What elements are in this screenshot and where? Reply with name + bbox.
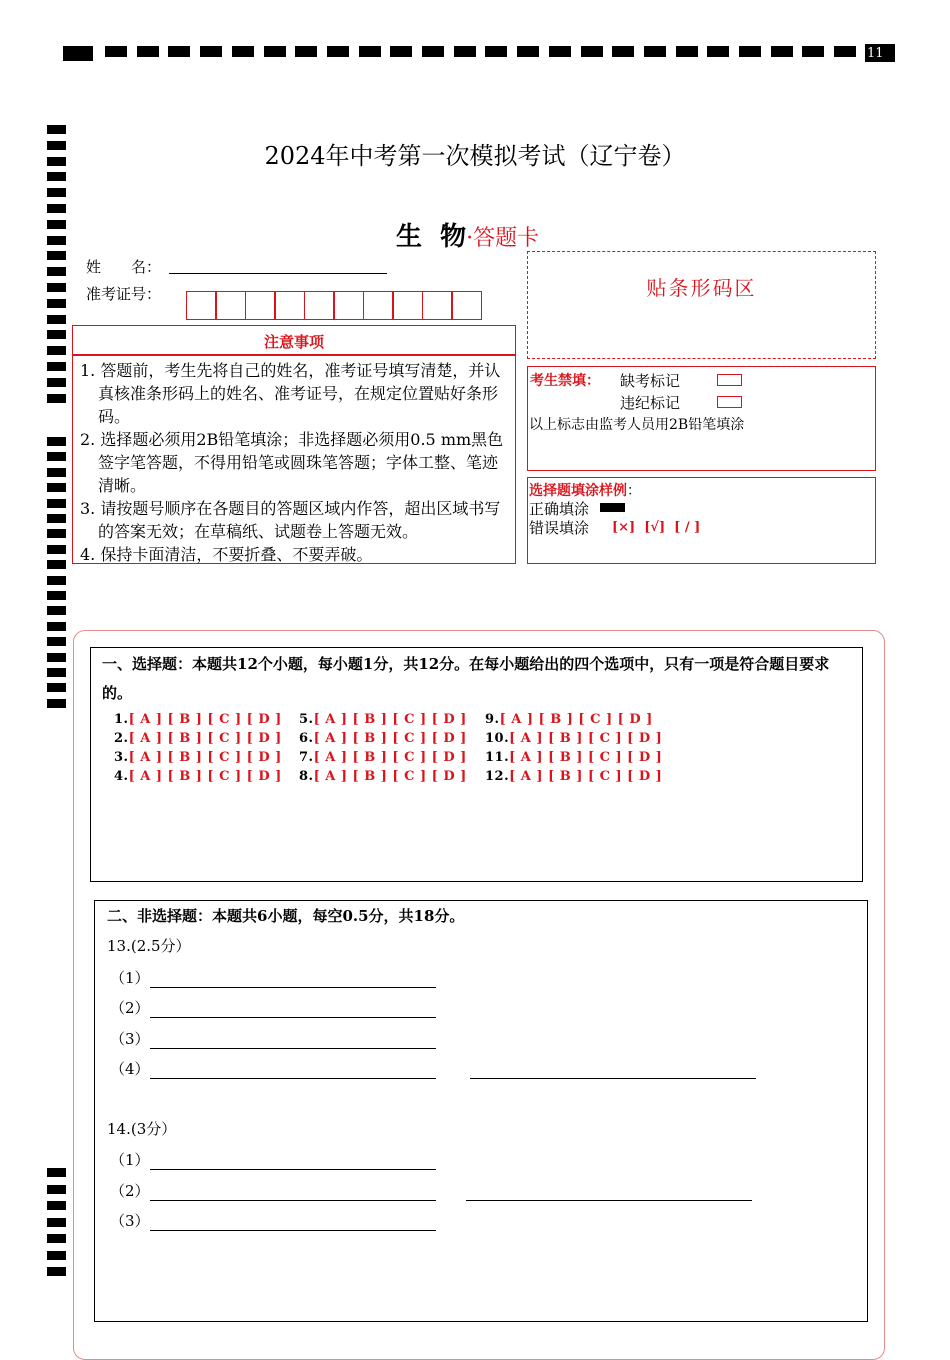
timing-mark xyxy=(137,46,159,57)
q14-label: 14.(3分） xyxy=(107,1120,177,1138)
timing-mark xyxy=(47,606,66,615)
question-number: 9. xyxy=(485,712,500,727)
question-number: 2. xyxy=(114,731,129,746)
timing-mark xyxy=(47,437,66,446)
card-label: ·答题卡 xyxy=(466,226,540,251)
choice-options[interactable]: [ A ] [ B ] [ C ] [ D ] xyxy=(313,731,467,746)
q14-answer-2[interactable] xyxy=(110,1180,752,1201)
section1-title: 一、选择题：本题共12个小题，每小题1分，共12分。在每小题给出的四个选项中，只有一项是符合题目要求的。 xyxy=(102,655,830,702)
q14-answer-3[interactable] xyxy=(110,1210,436,1231)
q13-answer-3[interactable] xyxy=(110,1028,436,1049)
notice-item-1: 1. 答题前，考生先将自己的姓名，准考证号填写清楚，并认真核准条形码上的姓名、准考证号，在规定位置贴好条形码。 xyxy=(80,361,501,426)
timing-mark xyxy=(47,545,66,554)
absent-mark-box[interactable] xyxy=(717,374,742,386)
barcode-area xyxy=(527,251,876,359)
timing-mark xyxy=(771,46,793,57)
timing-mark xyxy=(47,1185,66,1194)
timing-mark xyxy=(47,452,66,461)
q14-answer-1[interactable] xyxy=(110,1149,436,1170)
timing-mark xyxy=(47,220,66,229)
forbidden-note: 以上标志由监考人员用2B铅笔填涂 xyxy=(529,417,745,433)
violation-mark-box[interactable] xyxy=(717,396,742,408)
timing-mark xyxy=(47,346,66,355)
name-field[interactable] xyxy=(169,255,387,274)
timing-mark xyxy=(47,315,66,324)
choice-options[interactable]: [ A ] [ B ] [ C ] [ D ] xyxy=(313,712,467,727)
timing-mark xyxy=(232,46,254,57)
exam-title: 2024年中考第一次模拟考试（辽宁卷） xyxy=(264,142,686,170)
timing-mark xyxy=(47,283,66,292)
choice-options[interactable]: [ A ] [ B ] [ C ] [ D ] xyxy=(509,750,663,765)
choice-question-8[interactable] xyxy=(299,769,467,784)
q14-label-2: （2） xyxy=(110,1182,150,1200)
choice-options[interactable]: [ A ] [ B ] [ C ] [ D ] xyxy=(499,712,653,727)
wrong-fill-marks: [×] [√] [ / ] xyxy=(612,520,701,535)
timing-mark xyxy=(47,560,66,569)
answer-line[interactable] xyxy=(150,1032,436,1049)
timing-mark xyxy=(359,46,381,57)
question-number: 1. xyxy=(114,712,129,727)
q14-label-3: （3） xyxy=(110,1212,150,1230)
timing-mark xyxy=(63,46,93,61)
answer-line[interactable] xyxy=(466,1184,752,1201)
timing-mark xyxy=(47,653,66,662)
choice-question-2[interactable] xyxy=(114,731,282,746)
section2-box xyxy=(94,900,868,1322)
timing-mark xyxy=(47,1251,66,1260)
notice-item-4: 4. 保持卡面清洁，不要折叠、不要弄破。 xyxy=(80,545,373,564)
choice-question-12[interactable] xyxy=(485,769,662,784)
timing-mark xyxy=(47,267,66,276)
choice-question-6[interactable] xyxy=(299,731,467,746)
timing-mark xyxy=(644,46,666,57)
timing-mark xyxy=(834,46,856,57)
correct-fill-label: 正确填涂 xyxy=(529,500,590,518)
answer-line[interactable] xyxy=(150,1001,436,1018)
timing-mark xyxy=(168,46,190,57)
timing-mark xyxy=(47,204,66,213)
q13-label-1: （1） xyxy=(110,969,150,987)
choice-options[interactable]: [ A ] [ B ] [ C ] [ D ] xyxy=(509,731,663,746)
timing-mark xyxy=(47,125,66,134)
page-number: 11 xyxy=(867,46,884,61)
answer-line[interactable] xyxy=(470,1062,756,1079)
timing-mark xyxy=(422,46,444,57)
id-label: 准考证号： xyxy=(86,285,162,303)
question-number: 3. xyxy=(114,750,129,765)
choice-question-4[interactable] xyxy=(114,769,282,784)
timing-mark xyxy=(47,362,66,371)
timing-mark xyxy=(47,668,66,677)
choice-question-11[interactable] xyxy=(485,750,662,765)
timing-mark xyxy=(47,637,66,646)
choice-options[interactable]: [ A ] [ B ] [ C ] [ D ] xyxy=(128,731,282,746)
absent-label: 缺考标记 xyxy=(620,372,681,390)
answer-line[interactable] xyxy=(150,1214,436,1231)
timing-mark xyxy=(47,683,66,692)
question-number: 12. xyxy=(485,769,510,784)
q13-answer-2[interactable] xyxy=(110,997,436,1018)
timing-mark xyxy=(581,46,603,57)
subject-title xyxy=(396,216,539,253)
timing-mark xyxy=(47,330,66,339)
forbidden-label: 考生禁填： xyxy=(530,373,600,389)
timing-mark xyxy=(105,46,127,57)
answer-line[interactable] xyxy=(150,1062,436,1079)
timing-mark xyxy=(47,499,66,508)
notice-list xyxy=(80,358,510,565)
timing-mark xyxy=(47,394,66,403)
timing-mark xyxy=(200,46,222,57)
timing-mark xyxy=(612,46,634,57)
timing-mark xyxy=(47,699,66,708)
choice-question-3[interactable] xyxy=(114,750,282,765)
timing-mark xyxy=(454,46,476,57)
timing-mark xyxy=(327,46,349,57)
notice-title: 注意事项 xyxy=(263,333,324,351)
choice-question-9[interactable] xyxy=(485,712,653,727)
question-number: 7. xyxy=(299,750,314,765)
timing-mark xyxy=(47,236,66,245)
timing-mark xyxy=(47,622,66,631)
timing-mark xyxy=(47,529,66,538)
question-number: 10. xyxy=(485,731,510,746)
q13-label-2: （2） xyxy=(110,999,150,1017)
section2-title: 二、非选择题：本题共6小题，每空0.5分，共18分。 xyxy=(107,907,465,925)
timing-mark xyxy=(802,46,824,57)
question-number: 11. xyxy=(485,750,510,765)
barcode-area-label: 贴条形码区 xyxy=(646,276,757,300)
choice-question-5[interactable] xyxy=(299,712,467,727)
choice-options[interactable]: [ A ] [ B ] [ C ] [ D ] xyxy=(313,769,467,784)
timing-mark xyxy=(47,591,66,600)
choice-options[interactable]: [ A ] [ B ] [ C ] [ D ] xyxy=(128,712,282,727)
question-number: 5. xyxy=(299,712,314,727)
notice-item-2: 2. 选择题必须用2B铅笔填涂；非选择题必须用0.5 mm黑色签字笔答题，不得用铅笔或圆珠笔答题；字体工整、笔迹清晰。 xyxy=(80,430,504,495)
violation-label: 违纪标记 xyxy=(620,394,681,412)
timing-mark xyxy=(47,1267,66,1276)
q13-answer-1[interactable] xyxy=(110,967,436,988)
timing-mark xyxy=(485,46,507,57)
timing-mark xyxy=(47,514,66,523)
choice-question-10[interactable] xyxy=(485,731,662,746)
timing-mark xyxy=(47,1218,66,1227)
subject-name: 生 物 xyxy=(396,222,467,252)
timing-mark xyxy=(47,468,66,477)
question-number: 6. xyxy=(299,731,314,746)
wrong-fill-label: 错误填涂 xyxy=(529,519,590,537)
timing-mark xyxy=(390,46,412,57)
timing-mark xyxy=(47,1234,66,1243)
timing-mark xyxy=(47,1168,66,1177)
answer-line[interactable] xyxy=(150,971,436,988)
answer-line[interactable] xyxy=(150,1184,436,1201)
timing-mark xyxy=(739,46,761,57)
question-number: 4. xyxy=(114,769,129,784)
timing-mark xyxy=(295,46,317,57)
question-number: 8. xyxy=(299,769,314,784)
choice-question-1[interactable] xyxy=(114,712,282,727)
choice-options[interactable]: [ A ] [ B ] [ C ] [ D ] xyxy=(128,750,282,765)
name-label: 姓 名： xyxy=(86,258,162,276)
timing-mark xyxy=(549,46,571,57)
q13-answer-4[interactable] xyxy=(110,1058,756,1079)
timing-mark xyxy=(47,172,66,181)
choice-options[interactable]: [ A ] [ B ] [ C ] [ D ] xyxy=(313,750,467,765)
q14-label-1: （1） xyxy=(110,1151,150,1169)
timing-mark xyxy=(47,251,66,260)
timing-mark xyxy=(676,46,698,57)
timing-mark xyxy=(47,378,66,387)
timing-mark xyxy=(47,1201,66,1210)
timing-mark xyxy=(47,483,66,492)
timing-mark xyxy=(707,46,729,57)
choice-options[interactable]: [ A ] [ B ] [ C ] [ D ] xyxy=(128,769,282,784)
timing-mark xyxy=(517,46,539,57)
choice-question-7[interactable] xyxy=(299,750,467,765)
timing-mark xyxy=(47,188,66,197)
q13-label: 13.(2.5分） xyxy=(107,937,191,955)
answer-line[interactable] xyxy=(150,1153,436,1170)
fill-sample-label: 选择题填涂样例： xyxy=(529,483,641,499)
timing-mark xyxy=(47,299,66,308)
id-number-cells[interactable] xyxy=(187,291,482,320)
q13-label-4: （4） xyxy=(110,1060,150,1078)
timing-mark xyxy=(47,576,66,585)
timing-mark xyxy=(264,46,286,57)
q13-label-3: （3） xyxy=(110,1030,150,1048)
correct-fill-mark xyxy=(600,503,625,512)
choice-options[interactable]: [ A ] [ B ] [ C ] [ D ] xyxy=(509,769,663,784)
notice-item-3: 3. 请按题号顺序在各题目的答题区域内作答，超出区域书写的答案无效；在草稿纸、试题卷上答题无效。 xyxy=(80,499,501,541)
